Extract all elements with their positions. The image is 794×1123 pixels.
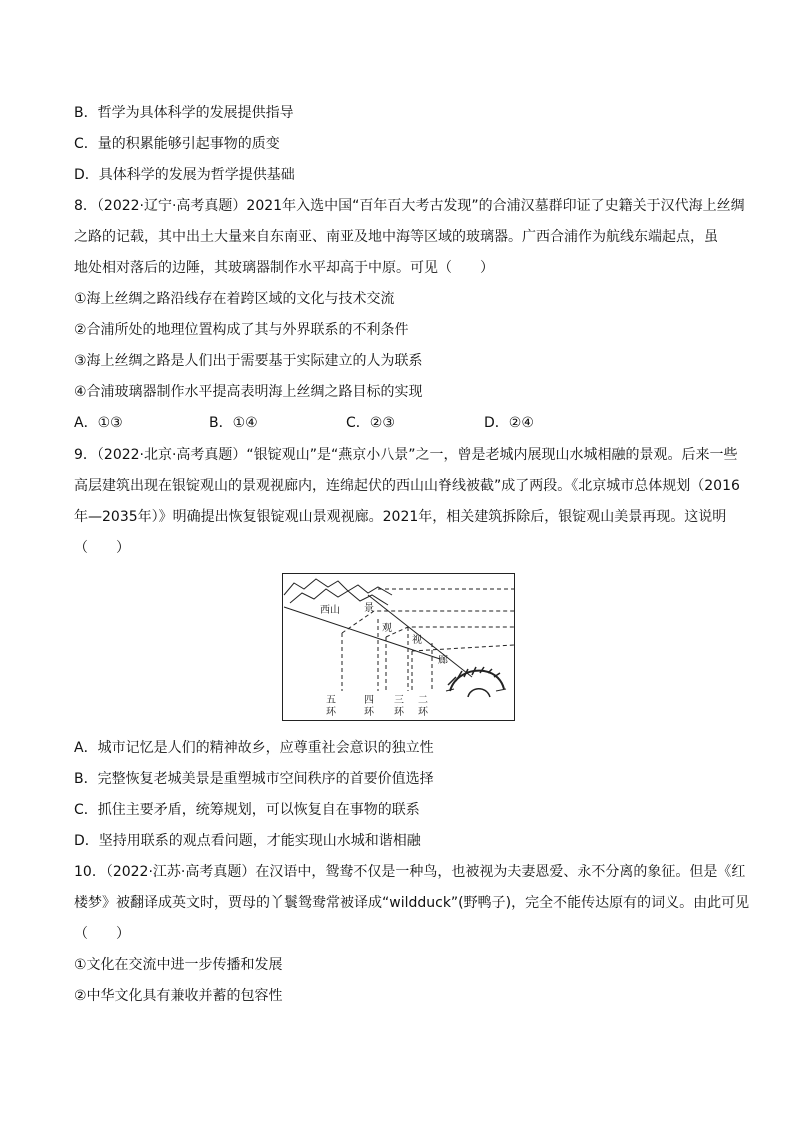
q10-stem-line-3: （ ） bbox=[74, 926, 130, 942]
q9-option-c: C．抓住主要矛盾，统筹规划，可以恢复自在事物的联系 bbox=[74, 802, 420, 818]
q7-option-c: C．量的积累能够引起事物的质变 bbox=[74, 136, 280, 152]
q8-choice-a: A．①③ bbox=[74, 415, 123, 431]
q10-stem-line-2: 楼梦》被翻译成英文时，贾母的丫鬟鸳鸯常被译成“wildduck”(野鸭子)，完全不能传达原有的词义。由此可见 bbox=[74, 895, 750, 911]
q10-statement-2: ②中华文化具有兼收并蓄的包容性 bbox=[74, 988, 283, 1004]
label-jing: 景 bbox=[364, 603, 374, 614]
q9-sightline-figure bbox=[282, 573, 515, 721]
q7-option-b: B．哲学为具体科学的发展提供指导 bbox=[74, 105, 294, 121]
label-ring2-b: 环 bbox=[418, 707, 428, 718]
q9-stem-line-3: 年—2035年）》明确提出恢复银锭观山景观视廊。2021年，相关建筑拆除后，银锭观山美景再现。这说明 bbox=[74, 509, 727, 525]
sightline-diagram bbox=[282, 573, 515, 721]
q7-option-d: D．具体科学的发展为哲学提供基础 bbox=[74, 167, 295, 183]
label-ring3-b: 环 bbox=[394, 707, 404, 718]
q10-statement-1: ①文化在交流中进一步传播和发展 bbox=[74, 957, 283, 973]
q8-statement-1: ①海上丝绸之路沿线存在着跨区域的文化与技术交流 bbox=[74, 291, 395, 307]
q8-statement-3: ③海上丝绸之路是人们出于需要基于实际建立的人为联系 bbox=[74, 353, 423, 369]
q8-choice-b: B．①④ bbox=[209, 415, 258, 431]
label-ring2-a: 二 bbox=[418, 695, 428, 706]
label-ring5-b: 环 bbox=[326, 707, 336, 718]
label-shi: 视 bbox=[412, 635, 422, 646]
q8-statement-4: ④合浦玻璃器制作水平提高表明海上丝绸之路目标的实现 bbox=[74, 384, 423, 400]
q9-option-b: B．完整恢复老城美景是重塑城市空间秩序的首要价值选择 bbox=[74, 771, 434, 787]
label-xishan: 西山 bbox=[320, 605, 340, 616]
q10-stem-line-1: 10．（2022·江苏·高考真题）在汉语中，鸳鸯不仅是一种鸟，也被视为夫妻恩爱、永不分离的象征。但是《红 bbox=[74, 864, 746, 880]
label-ring5-a: 五 bbox=[326, 695, 336, 706]
q8-stem-line-1: 8．（2022·辽宁·高考真题）2021年入选中国“百年百大考古发现”的合浦汉墓群印证了史籍关于汉代海上丝绸 bbox=[74, 198, 745, 214]
q8-stem-line-2: 之路的记载，其中出土大量来自东南亚、南亚及地中海等区域的玻璃器。广西合浦作为航线东端起点，虽 bbox=[74, 229, 718, 245]
q8-stem-line-3: 地处相对落后的边陲，其玻璃器制作水平却高于中原。可见（ ） bbox=[74, 260, 494, 276]
label-ring3-a: 三 bbox=[394, 695, 404, 706]
q9-option-d: D．坚持用联系的观点看问题，才能实现山水城和谐相融 bbox=[74, 833, 421, 849]
q9-option-a: A．城市记忆是人们的精神故乡，应尊重社会意识的独立性 bbox=[74, 740, 434, 756]
label-ring4-b: 环 bbox=[364, 707, 374, 718]
q9-stem-line-1: 9．（2022·北京·高考真题）“银锭观山”是“燕京小八景”之一，曾是老城内展现山水城相融的景观。后来一些 bbox=[74, 447, 738, 463]
q8-choice-c: C．②③ bbox=[346, 415, 395, 431]
q8-choice-d: D．②④ bbox=[484, 415, 534, 431]
q8-statement-2: ②合浦所处的地理位置构成了其与外界联系的不利条件 bbox=[74, 322, 409, 338]
q9-stem-line-2: 高层建筑出现在银锭观山的景观视廊内，连绵起伏的西山山脊线被截”成了两段。《北京城市总体规划（2016 bbox=[74, 478, 740, 494]
q9-stem-line-4: （ ） bbox=[74, 540, 130, 556]
label-guan: 观 bbox=[382, 623, 392, 634]
label-lang: 廊 bbox=[438, 655, 448, 666]
label-ring4-a: 四 bbox=[364, 695, 374, 706]
